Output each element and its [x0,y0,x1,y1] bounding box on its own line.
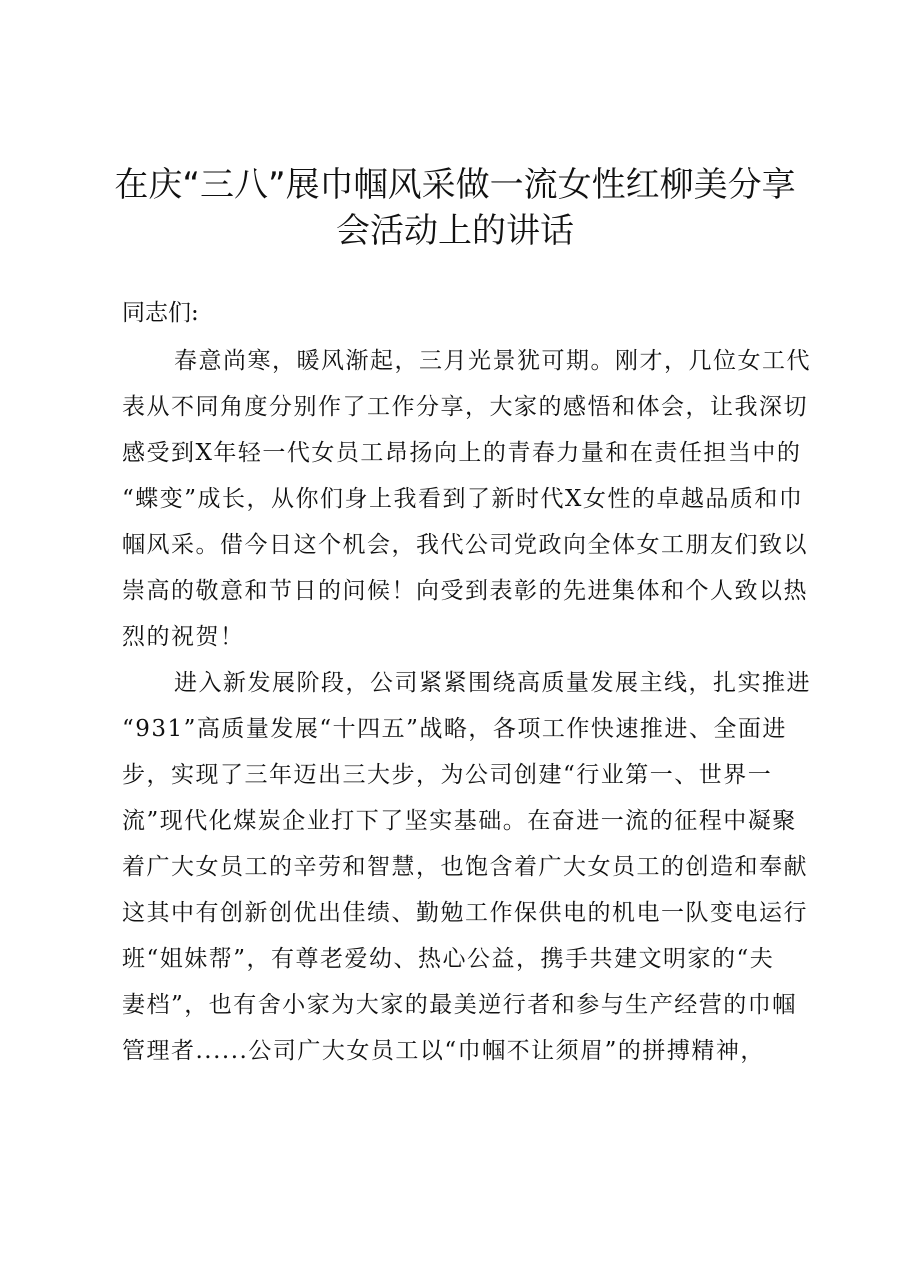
paragraph-line: 管理者......公司广大女员工以“巾帼不让须眉”的拼搏精神， [122,1038,765,1064]
paragraph-line: 帼风采。借今日这个机会，我代公司党政向全体女工朋友们致以 [122,532,808,558]
paragraph-line: 烈的祝贺！ [122,624,245,650]
paragraph-line: 妻档”，也有舍小家为大家的最美逆行者和参与生产经营的巾帼 [122,992,797,1018]
paragraph-line: 这其中有创新创优出佳绩、勤勉工作保供电的机电一队变电运行 [122,900,808,926]
paragraph-line: 步，实现了三年迈出三大步，为公司创建“行业第一、世界一 [122,762,773,788]
title-line-2: 会活动上的讲话 [336,211,574,251]
paragraph-1 [122,338,822,660]
paragraph-line: 表从不同角度分别作了工作分享，大家的感悟和体会，让我深切 [122,394,808,420]
paragraph-line: 班“姐妹帮”，有尊老爱幼、热心公益，携手共建文明家的“夫 [122,946,775,972]
paragraph-2 [122,660,822,1074]
paragraph-line: 春意尚寒，暖风渐起，三月光景犹可期。刚才，几位女工代 [174,348,811,374]
paragraph-line: 崇高的敬意和节日的问候！向受到表彰的先进集体和个人致以热 [122,578,808,604]
paragraph-line: 进入新发展阶段，公司紧紧围绕高质量发展主线，扎实推进 [174,670,811,696]
paragraph-line: “蝶变”成长，从你们身上我看到了新时代X女性的卓越品质和巾 [122,486,804,512]
document-title [60,162,850,254]
paragraph-line: 着广大女员工的辛劳和智慧，也饱含着广大女员工的创造和奉献 [122,854,808,880]
document-body [122,290,822,1074]
paragraph-line: 感受到X年轻一代女员工昂扬向上的青春力量和在责任担当中的 [122,440,802,466]
greeting: 同志们: [122,300,199,326]
title-line-1: 在庆“三八”展巾帼风采做一流女性红柳美分享 [114,165,796,205]
paragraph-line: 流”现代化煤炭企业打下了坚实基础。在奋进一流的征程中凝聚 [122,808,797,834]
paragraph-line: “931”高质量发展“十四五”战略，各项工作快速推进、全面进 [122,716,787,742]
